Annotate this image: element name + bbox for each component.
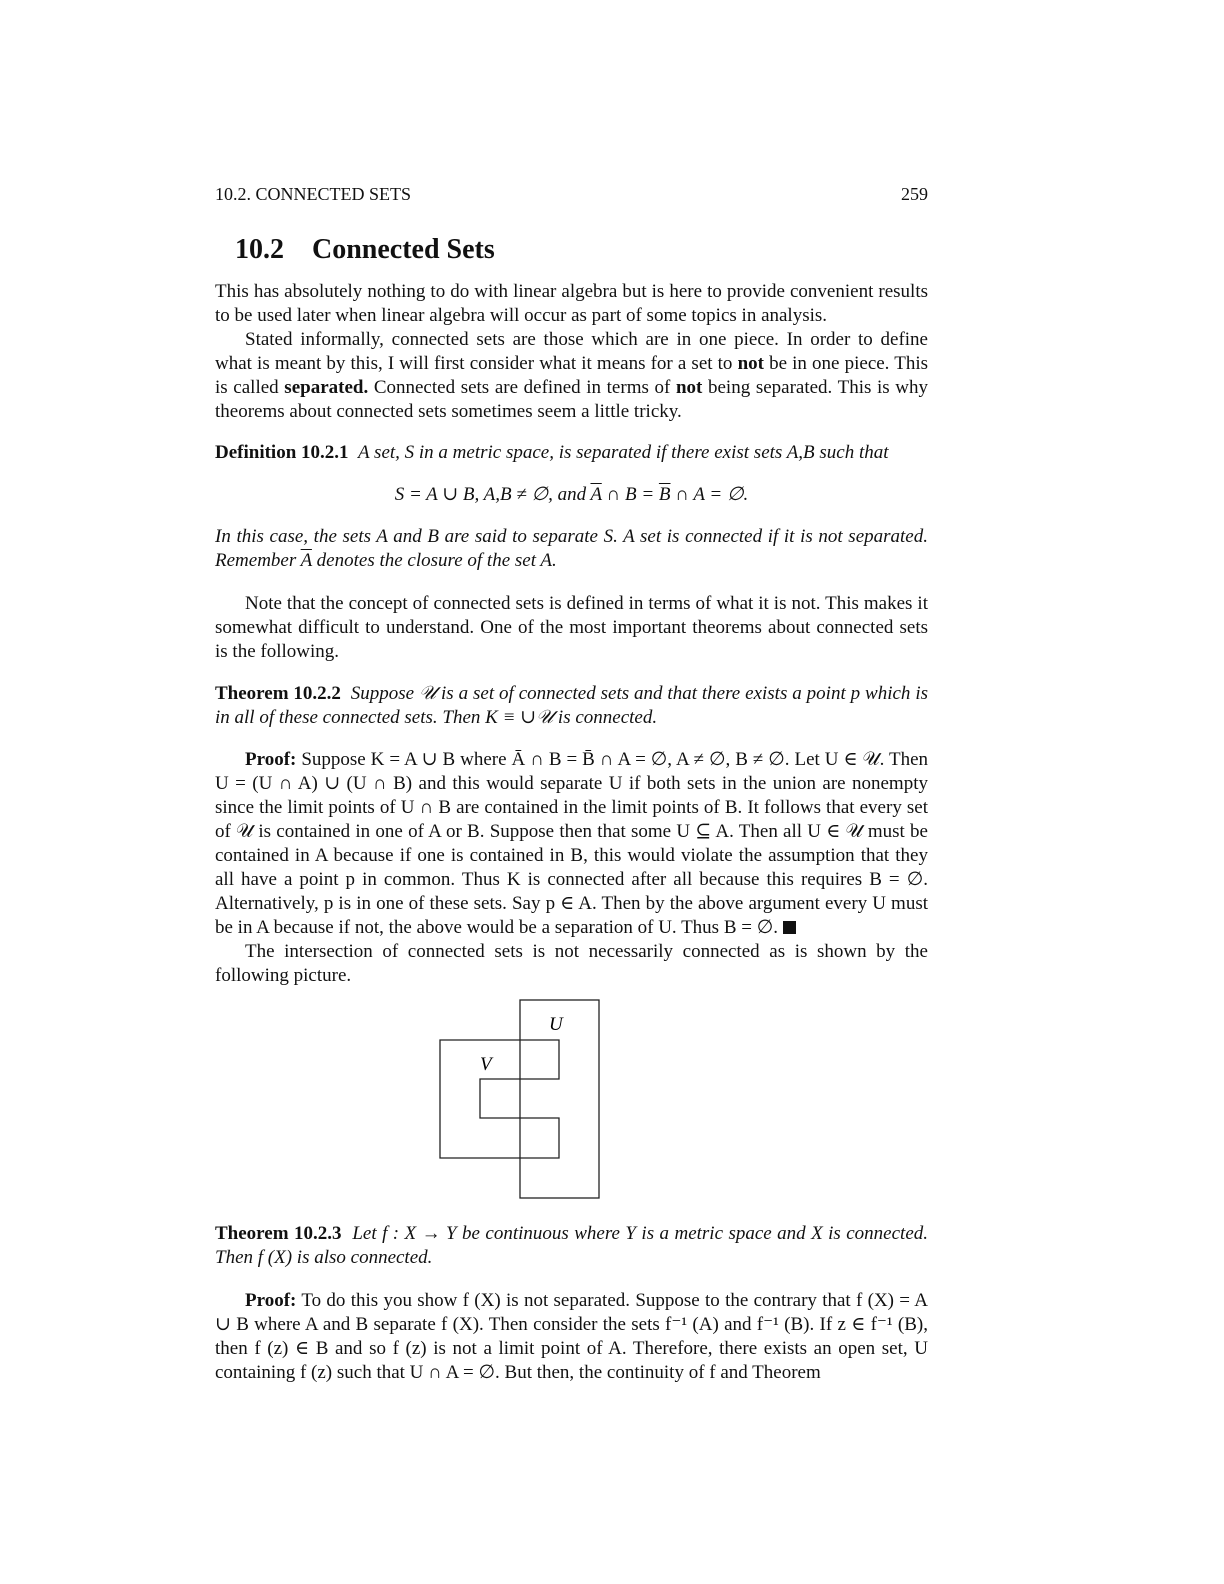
proof-text: To do this you show f (X) is not separated. Suppose to the contrary that f (X) = A ∪ B where A and B separate f (X). Then consider the sets f⁻¹ (A) and f⁻¹ (B). If z ∈ f⁻¹ (B), then f (z) ∈ B and so f (z) is not a limit point of A. Therefore, there exists an open set, U containing f (z) such that U ∩ A = ∅. But then, the continuity of f and Theorem <box>215 1290 928 1383</box>
label-u: U <box>549 1014 563 1035</box>
equation-part: ∩ B = <box>601 484 659 505</box>
section-number: 10.2 <box>235 234 284 265</box>
remark-text: denotes the closure of the set A. <box>311 550 557 571</box>
proof-10-2-2 <box>215 748 928 988</box>
theorem-10-2-3 <box>215 1222 928 1270</box>
closure-a: $\overline{A}$ <box>300 550 312 571</box>
definition-statement <box>215 441 928 465</box>
note-block <box>215 592 928 664</box>
qed-box-icon <box>783 921 796 934</box>
theorem-text: Let f : X → Y be continuous where Y is a metric space and X is connected. Then f (X) is also connected. <box>215 1223 929 1268</box>
intersection-figure <box>430 990 610 1205</box>
proof-text: Suppose K = A ∪ B where Ā ∩ B = B̄ ∩ A = ∅, A ≠ ∅, B ≠ ∅. Let U ∈ 𝒰. Then U = (U ∩ A) ∪ (U ∩ B) and this would separate U if both sets in the union are nonempty since the limit points of U ∩ B are contained in the limit points of B. It follows that every set of 𝒰 is contained in one of A or B. Suppose then that some U ⊆ A. Then all U ∈ 𝒰 must be contained in A because if one is contained in B, this would violate the assumption that they all have a point p in common. Thus K is connected after all because this requires B = ∅. Alternatively, p is in one of these sets. Say p ∈ A. Then by the above argument every U must be in A because if not, the above would be a separation of U. Thus B = ∅. <box>215 749 929 938</box>
proof-paragraph <box>215 748 928 940</box>
definition-block <box>215 441 928 573</box>
theorem-statement <box>215 1222 928 1270</box>
closure-b: $\overline{B}$ <box>658 484 671 505</box>
intro-text: Stated informally, connected sets are those which are in one piece. In order to define what is meant by this, I will first consider what it means for a set to <box>215 329 928 374</box>
intro-block <box>215 280 928 424</box>
intro-paragraph-1: This has absolutely nothing to do with linear algebra but is here to provide convenient results to be used later when linear algebra will occur as part of some topics in analysis. <box>215 281 928 326</box>
section-heading <box>235 234 495 266</box>
proof-paragraph <box>215 1289 928 1385</box>
equation-part: ∩ A = ∅. <box>670 484 749 505</box>
intro-text: be in one piece. This is called <box>215 353 928 398</box>
intro-paragraph-2 <box>215 328 928 424</box>
definition-display-equation <box>215 483 928 507</box>
page-number: 259 <box>901 184 928 204</box>
theorem-label: Theorem 10.2.2 <box>215 683 341 704</box>
theorem-statement <box>215 682 928 730</box>
remark-text: In this case, the sets A and B are said to separate S. A set is connected if it is not separated. Remember <box>215 526 928 571</box>
theorem-text: Suppose 𝒰 is a set of connected sets and that there exists a point p which is in all of these connected sets. Then K ≡ ∪𝒰 is connected. <box>215 683 929 728</box>
proof-label: Proof: <box>245 1290 297 1311</box>
emphasis-not: not <box>675 377 703 398</box>
theorem-label: Theorem 10.2.3 <box>215 1223 342 1244</box>
set-v-outline <box>440 1040 559 1158</box>
intro-text: being separated. This is why theorems about connected sets sometimes seem a little tricky. <box>215 377 929 422</box>
intro-text: Connected sets are defined in terms of <box>368 377 676 398</box>
definition-text: A set, S in a metric space, is separated if there exist sets A,B such that <box>358 442 889 463</box>
emphasis-not: not <box>737 353 764 374</box>
definition-label: Definition 10.2.1 <box>215 442 349 463</box>
note-paragraph: Note that the concept of connected sets is defined in terms of what it is not. This makes it somewhat difficult to understand. One of the most important theorems about connected sets is the following. <box>215 593 928 662</box>
proof-10-2-3 <box>215 1289 928 1385</box>
emphasis-separated: separated. <box>284 377 369 398</box>
running-title: 10.2. CONNECTED SETS <box>215 184 412 204</box>
section-title: Connected Sets <box>312 234 495 265</box>
definition-remark <box>215 525 928 573</box>
closure-a: $\overline{A}$ <box>590 484 602 505</box>
label-v: V <box>480 1054 492 1075</box>
theorem-10-2-2 <box>215 682 928 730</box>
equation-part: S = A ∪ B, A,B ≠ ∅, and <box>394 484 591 505</box>
intersection-paragraph: The intersection of connected sets is not necessarily connected as is shown by the following picture. <box>215 941 928 986</box>
proof-label: Proof: <box>245 749 297 770</box>
running-header <box>215 184 928 205</box>
